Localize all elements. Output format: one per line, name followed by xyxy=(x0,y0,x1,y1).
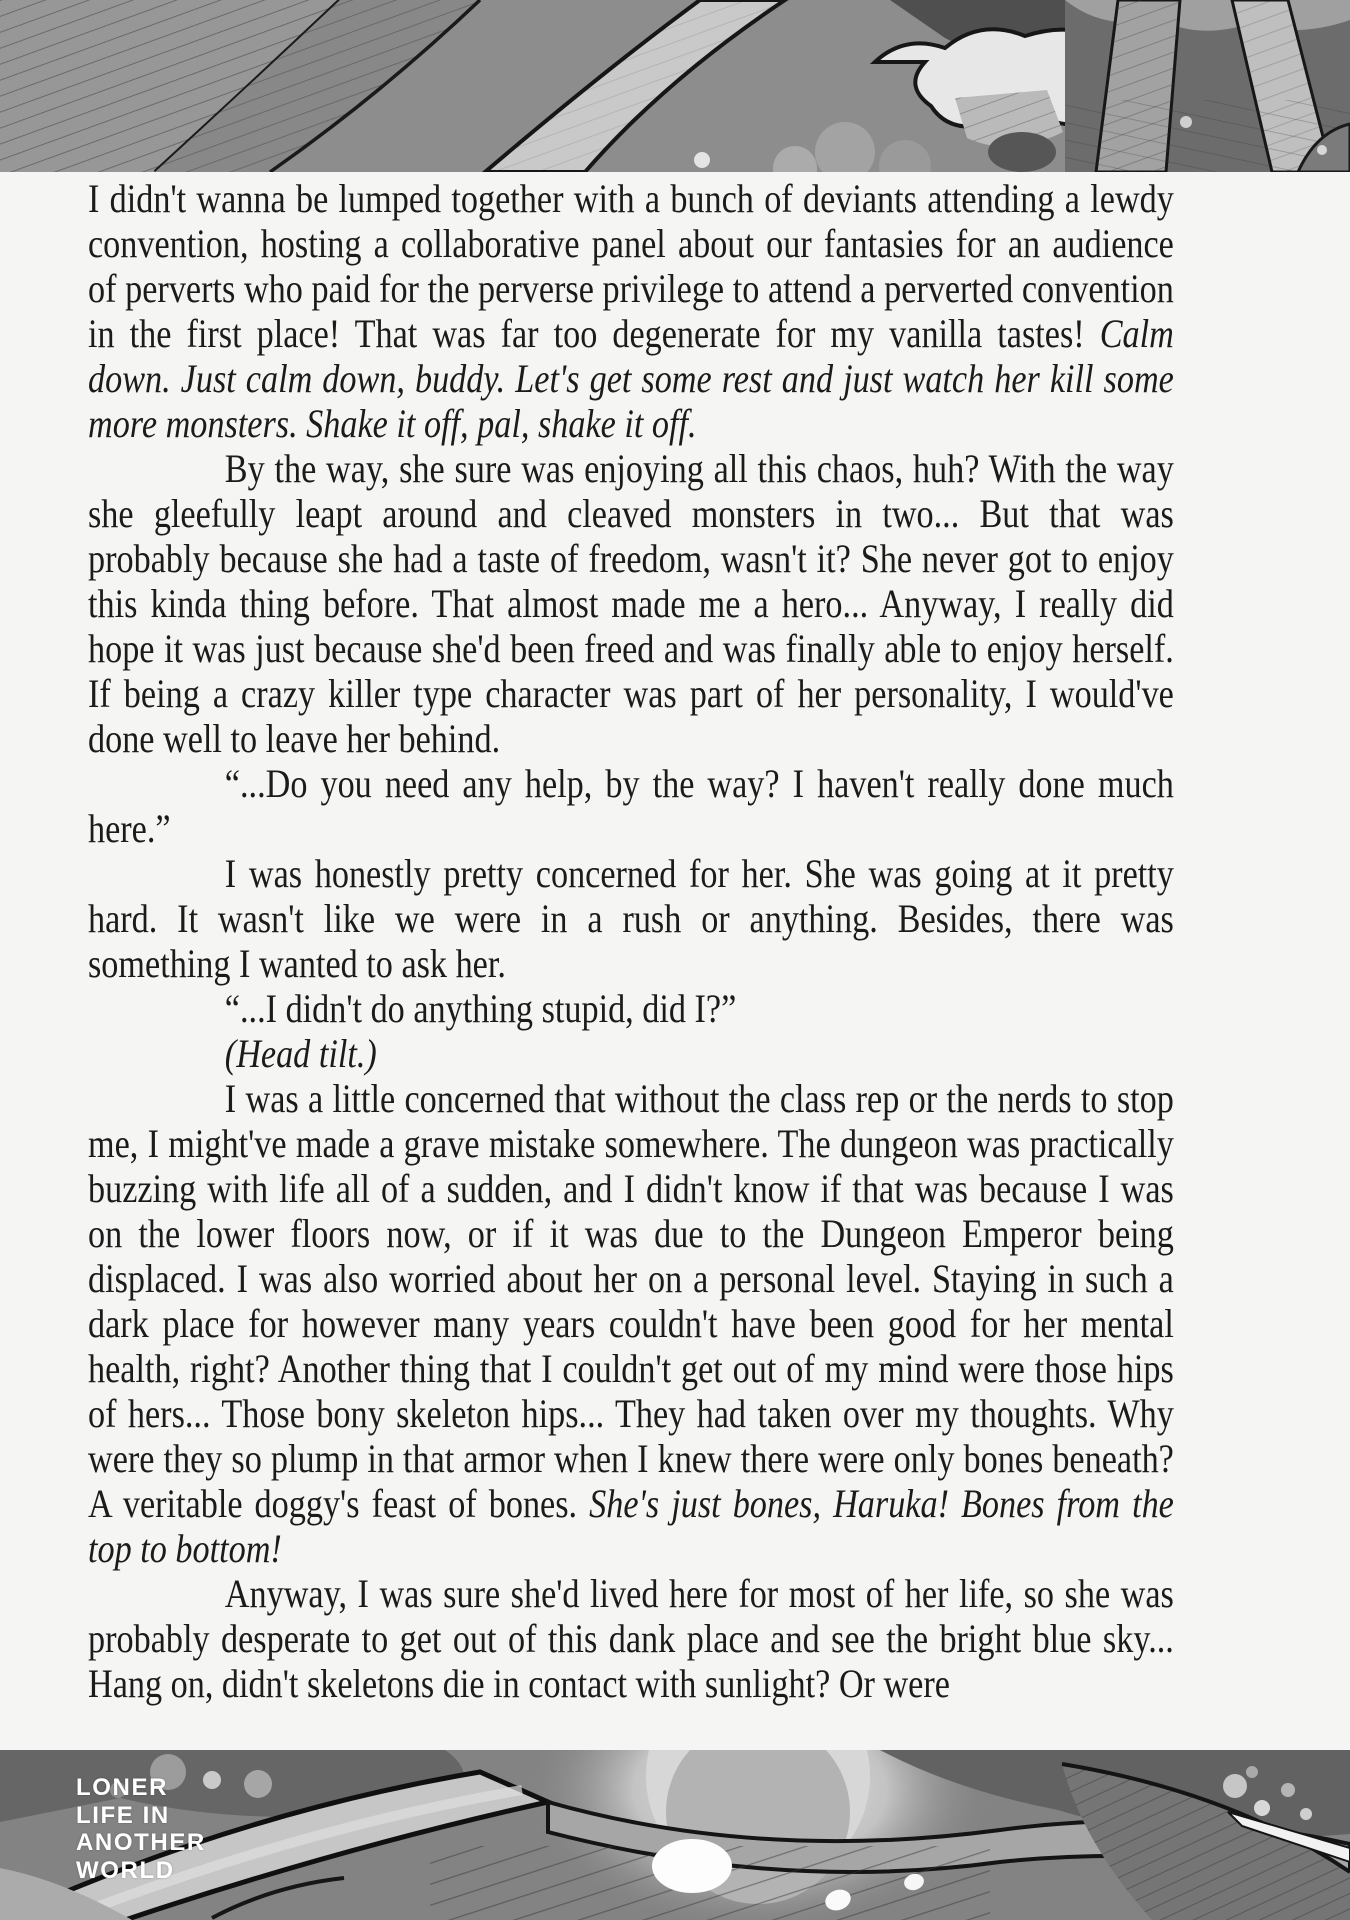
body-paragraph xyxy=(88,851,1174,986)
series-logo-line: ANOTHER xyxy=(76,1829,206,1856)
top-illustration xyxy=(0,0,1350,172)
body-paragraph xyxy=(88,1076,1174,1571)
body-paragraph xyxy=(88,446,1174,761)
body-text: By the way, she sure was enjoying all this chaos, huh? With the way she gleefully leapt around and cleaved monsters in two... But that was probably because she had a taste of freedom, wasn't it? She never got to enjoy this kinda thing before. That almost made me a hero... Anyway, I really did hope it was just because she'd been freed and was finally able to enjoy herself. If being a crazy killer type character was part of her personality, I would've done well to leave her behind. xyxy=(88,446,1174,761)
body-text: I was honestly pretty concerned for her. She was going at it pretty hard. It wasn't like we were in a rush or anything. Besides, there was something I wanted to ask her. xyxy=(88,851,1174,986)
body-paragraph xyxy=(88,761,1174,851)
body-paragraph xyxy=(88,1031,1174,1076)
body-paragraph xyxy=(88,986,1174,1031)
body-text-italic: (Head tilt.) xyxy=(224,1031,377,1076)
body-text: Anyway, I was sure she'd lived here for most of her life, so she was probably desperate to get out of this dank place and see the bright blue sky... Hang on, didn't skeletons die in contact with sunlight? Or were xyxy=(88,1571,1174,1706)
body-text: I didn't wanna be lumped together with a bunch of deviants attending a lewdy convention, hosting a collaborative panel about our fantasies for an audience of perverts who paid for the perverse privilege to attend a perverted convention in the first place! That was far too degenerate for my vanilla tastes! xyxy=(88,176,1174,356)
series-logo-line: LIFE IN xyxy=(76,1801,170,1829)
body-text: “...I didn't do anything stupid, did I?” xyxy=(224,986,737,1031)
body-text-italic: Calm down. Just calm down, buddy. Let's get some rest and just watch her kill some more monsters. Shake it off, pal, shake it off. xyxy=(88,311,1174,446)
body-paragraph xyxy=(88,176,1174,446)
page-text xyxy=(88,176,1174,1706)
series-logo-line: WORLD xyxy=(76,1856,175,1884)
body-text-italic: She's just bones, Haruka! Bones from the top to bottom! xyxy=(88,1481,1174,1571)
series-logo-line: LONER xyxy=(76,1774,168,1801)
series-logo xyxy=(76,1774,206,1884)
body-paragraph xyxy=(88,1571,1174,1706)
body-text: “...Do you need any help, by the way? I haven't really done much here.” xyxy=(88,761,1174,851)
body-text: I was a little concerned that without the class rep or the nerds to stop me, I might've made a grave mistake somewhere. The dungeon was practically buzzing with life all of a sudden, and I didn't know if that was because I was on the lower floors now, or if it was due to the Dungeon Emperor being displaced. I was also worried about her on a personal level. Staying in such a dark place for however many years couldn't have been good for her mental health, right? Another thing that I couldn't get out of my mind were those hips of hers... Those bony skeleton hips... They had taken over my thoughts. Why were they so plump in that armor when I knew there were only bones beneath? A veritable doggy's feast of bones. xyxy=(88,1076,1174,1526)
